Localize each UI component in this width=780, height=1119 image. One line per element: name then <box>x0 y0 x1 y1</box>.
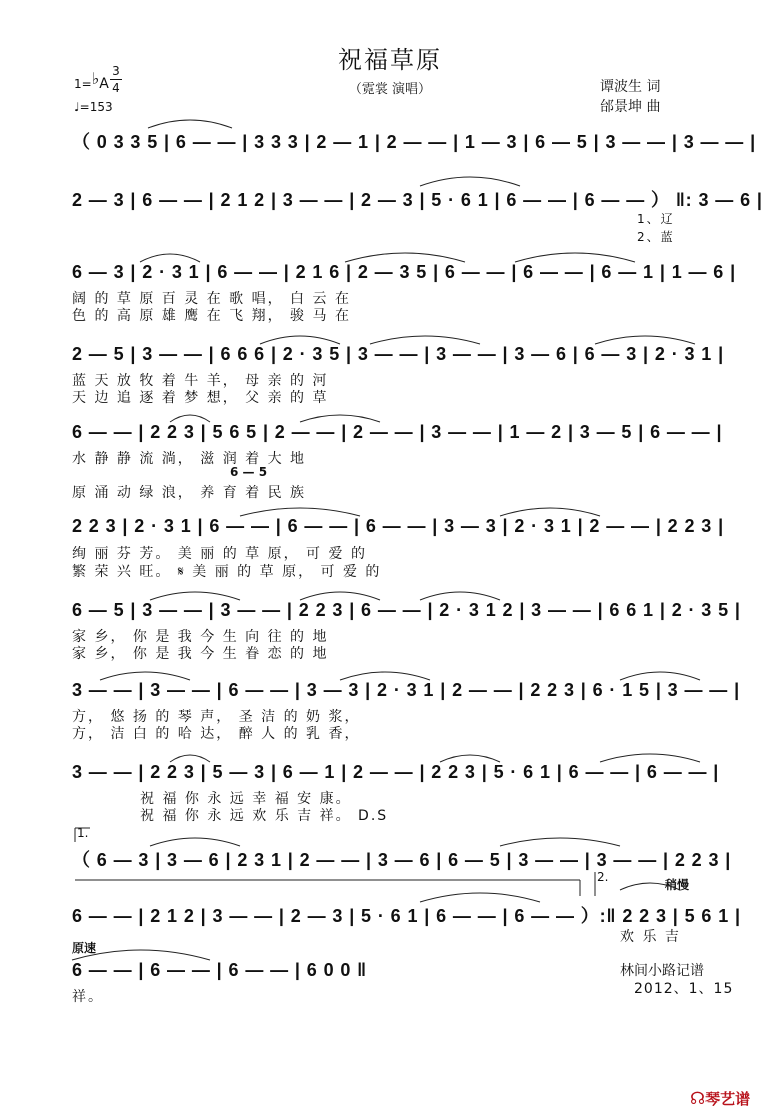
slur-arc <box>440 755 500 762</box>
slur-arc <box>420 592 500 600</box>
slur-arc <box>620 883 680 890</box>
a-tempo-marking: 原速 <box>72 941 97 955</box>
lyric-row-3-verse-1: 阔 的 草 原 百 灵 在 歌 唱， 白 云 在 <box>72 291 351 307</box>
score-row-11: 6 — — | 2 1 2 | 3 — — | 2 — 3 | 5 · 6 1 | 6 — — | 6 — — ）:‖ 2 2 3 | 5 6 1 | <box>72 906 741 926</box>
slur-arc <box>620 672 700 680</box>
lyric-row-11: 欢 乐 吉 <box>620 929 681 945</box>
quarter-note-icon: ♩ <box>74 100 80 114</box>
slur-arc <box>370 336 480 344</box>
lyric-row-12: 祥。 <box>72 989 104 1005</box>
lyricist-credit: 谭波生 词 <box>600 79 661 95</box>
slur-arc <box>300 415 380 422</box>
slur-arc <box>500 838 620 846</box>
slur-arc <box>148 120 232 128</box>
transcription-date: 2012、1、15 <box>634 981 734 997</box>
score-row-5: 6 — — | 2 2 3 | 5 6 5 | 2 — — | 2 — — | 3 — — | 1 — 2 | 3 — 5 | 6 — — | <box>72 422 723 442</box>
score-row-3: 6 — 3 | 2 · 3 1 | 6 — — | 2 1 6 | 2 — 3 5 | 6 — — | 6 — — | 6 — 1 | 1 — 6 | <box>72 262 737 282</box>
verse-2-marker: 2、蓝 <box>637 230 675 244</box>
slur-arc <box>600 754 700 762</box>
lyric-row-4-verse-1: 蓝 天 放 牧 着 牛 羊， 母 亲 的 河 <box>72 373 329 389</box>
slur-arc <box>420 177 520 186</box>
lyric-row-8-verse-1: 方， 悠 扬 的 琴 声， 圣 洁 的 奶 浆， <box>72 709 361 725</box>
tempo-value: =153 <box>79 100 113 114</box>
score-row-10: （ 6 — 3 | 3 — 6 | 2 3 1 | 2 — — | 3 — 6 | 6 — 5 | 3 — — | 3 — — | 2 2 3 | <box>72 850 732 870</box>
lyric-row-4-verse-2: 天 边 追 逐 着 梦 想， 父 亲 的 草 <box>72 390 329 406</box>
score-row-7: 6 — 5 | 3 — — | 3 — — | 2 2 3 | 6 — — | 2 · 3 1 2 | 3 — — | 6 6 1 | 2 · 3 5 | <box>72 600 741 620</box>
ritardando-marking: 稍慢 <box>665 878 690 892</box>
score-row-2: 2 — 3 | 6 — — | 2 1 2 | 3 — — | 2 — 3 | 5 · 6 1 | 6 — — | 6 — — ） ‖: 3 — 6 | <box>72 190 763 210</box>
logo-text: 琴艺谱 <box>705 1090 751 1108</box>
slur-arc <box>140 254 200 262</box>
slur-arc <box>72 950 210 960</box>
lyric-row-7-verse-2: 家 乡， 你 是 我 今 生 眷 恋 的 地 <box>72 646 329 662</box>
slur-arc <box>340 672 430 680</box>
lyric-row-9-verse-1: 祝 福 你 永 远 幸 福 安 康。 <box>140 791 352 807</box>
score-row-12: 6 — — | 6 — — | 6 — — | 6 0 0 ‖ <box>72 960 368 980</box>
score-row-4: 2 — 5 | 3 — — | 6 6 6 | 2 · 3 5 | 3 — — | 3 — — | 3 — 6 | 6 — 3 | 2 · 3 1 | <box>72 344 725 364</box>
slur-arc <box>150 592 240 600</box>
slur-arc <box>150 838 240 846</box>
key-flat: ♭ <box>91 69 100 88</box>
lyric-row-5-verse-1: 水 静 静 流 淌， 滋 润 着 大 地 <box>72 451 307 467</box>
composer-credit: 邰景坤 曲 <box>600 99 661 115</box>
slur-arc <box>345 253 465 262</box>
volta-1-label: 1. <box>77 826 89 840</box>
volta-2-label: 2. <box>597 870 609 884</box>
slur-arc <box>100 672 190 680</box>
transcriber-credit: 林间小路记谱 <box>620 963 704 979</box>
alternate-notes: 6 — 5 <box>230 465 268 479</box>
slur-arc <box>300 592 380 600</box>
slur-arc <box>240 508 360 516</box>
time-signature-bottom: 4 <box>112 81 120 95</box>
score-row-9: 3 — — | 2 2 3 | 5 — 3 | 6 — 1 | 2 — — | 2 2 3 | 5 · 6 1 | 6 — — | 6 — — | <box>72 762 720 782</box>
verse-1-marker: 1、辽 <box>637 212 675 226</box>
lyric-row-6-verse-1: 绚 丽 芬 芳。 美 丽 的 草 原， 可 爱 的 <box>72 546 367 562</box>
lyric-row-3-verse-2: 色 的 高 原 雄 鹰 在 飞 翔， 骏 马 在 <box>72 308 351 324</box>
slur-arc <box>260 336 340 344</box>
time-signature-top: 3 <box>112 64 120 78</box>
slur-arc <box>420 893 540 902</box>
score-row-1: （ 0 3 3 5 | 6 — — | 3 3 3 | 2 — 1 | 2 — — | 1 — 3 | 6 — 5 | 3 — — | 3 — — | <box>72 132 757 152</box>
slur-arc <box>170 415 210 422</box>
key-prefix: 1= <box>74 77 92 91</box>
key-letter: A <box>99 76 109 92</box>
lyric-row-6-verse-2: 繁 荣 兴 旺。 𝄋 美 丽 的 草 原， 可 爱 的 <box>72 564 382 580</box>
lyric-row-7-verse-1: 家 乡， 你 是 我 今 生 向 往 的 地 <box>72 629 329 645</box>
lyric-row-8-verse-2: 方， 洁 白 的 哈 达， 醉 人 的 乳 香， <box>72 726 361 742</box>
slur-arc <box>515 253 635 262</box>
slur-arc <box>170 755 210 762</box>
slur-arc <box>500 508 600 516</box>
lyric-row-5-verse-2: 原 涌 动 绿 浪， 养 育 着 民 族 <box>72 485 307 501</box>
score-row-6: 2 2 3 | 2 · 3 1 | 6 — — | 6 — — | 6 — — | 3 — 3 | 2 · 3 1 | 2 — — | 2 2 3 | <box>72 516 725 536</box>
lyric-row-9-verse-2: 祝 福 你 永 远 欢 乐 吉 祥。 D.S <box>140 808 389 824</box>
logo-mark-icon: ☊ <box>690 1089 706 1109</box>
page-title: 祝福草原 <box>338 46 442 74</box>
score-row-8: 3 — — | 3 — — | 6 — — | 3 — 3 | 2 · 3 1 | 2 — — | 2 2 3 | 6 · 1 5 | 3 — — | <box>72 680 741 700</box>
page-subtitle: （霓裳 演唱） <box>348 82 432 97</box>
slur-arc <box>595 336 695 344</box>
